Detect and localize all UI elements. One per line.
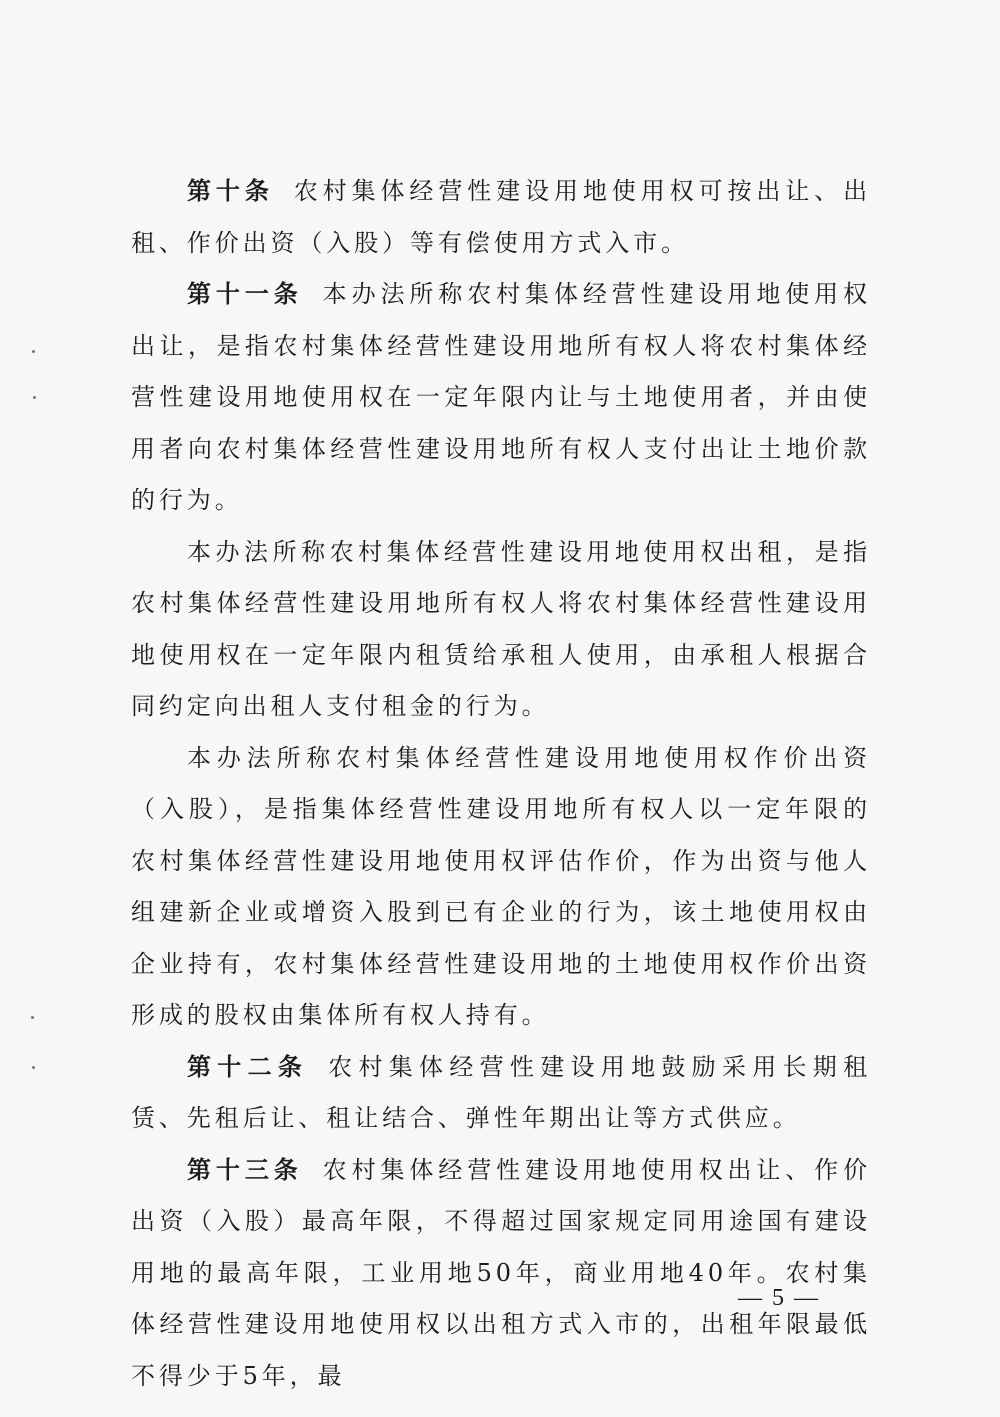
paragraph-text: 本办法所称农村集体经营性建设用地使用权出租，是指农村集体经营性建设用地所有权人将农村集体经营性建设用地使用权在一定年限内租赁给承租人使用，由承租人根据合同约定向出租人支付租金的行为。 xyxy=(131,537,871,720)
document-body xyxy=(131,166,871,1402)
page-number: — 5 — xyxy=(738,1285,820,1311)
article-text: 农村集体经营性建设用地使用权出让、作价出资（入股）最高年限，不得超过国家规定同用途国有建设用地的最高年限，工业用地50年，商业用地40年。农村集体经营性建设用地使用权以出租方式入市的，出租年限最低不得少于5年，最 xyxy=(131,1155,871,1390)
article-heading: 第十三条 xyxy=(187,1155,303,1184)
article-10 xyxy=(131,166,871,269)
article-11-paragraph-2 xyxy=(131,527,871,733)
article-text: 本办法所称农村集体经营性建设用地使用权出让，是指农村集体经营性建设用地所有权人将农村集体经营性建设用地使用权在一定年限内让与土地使用者，并由使用者向农村集体经营性建设用地所有权人支付出让土地价款的行为。 xyxy=(131,280,871,514)
scan-speck xyxy=(32,350,35,353)
article-11-paragraph-3 xyxy=(131,733,871,1042)
article-text: 农村集体经营性建设用地使用权可按出让、出租、作价出资（入股）等有偿使用方式入市。 xyxy=(131,177,872,257)
scan-speck xyxy=(32,1066,35,1069)
article-text: 农村集体经营性建设用地鼓励采用长期租赁、先租后让、租让结合、弹性年期出让等方式供应。 xyxy=(131,1052,871,1132)
scan-speck xyxy=(33,396,36,399)
paragraph-text: 本办法所称农村集体经营性建设用地使用权作价出资（入股），是指集体经营性建设用地所有权人以一定年限的农村集体经营性建设用地使用权评估作价，作为出资与他人组建新企业或增资入股到已有企业的行为，该土地使用权由企业持有，农村集体经营性建设用地的土地使用权作价出资形成的股权由集体所有权人持有。 xyxy=(131,743,871,1029)
article-13 xyxy=(131,1145,871,1403)
article-heading: 第十一条 xyxy=(187,280,303,308)
article-12 xyxy=(131,1042,871,1145)
article-heading: 第十二条 xyxy=(187,1052,309,1081)
article-11 xyxy=(131,269,871,527)
article-heading: 第十条 xyxy=(187,177,274,205)
scan-speck xyxy=(31,1016,34,1019)
